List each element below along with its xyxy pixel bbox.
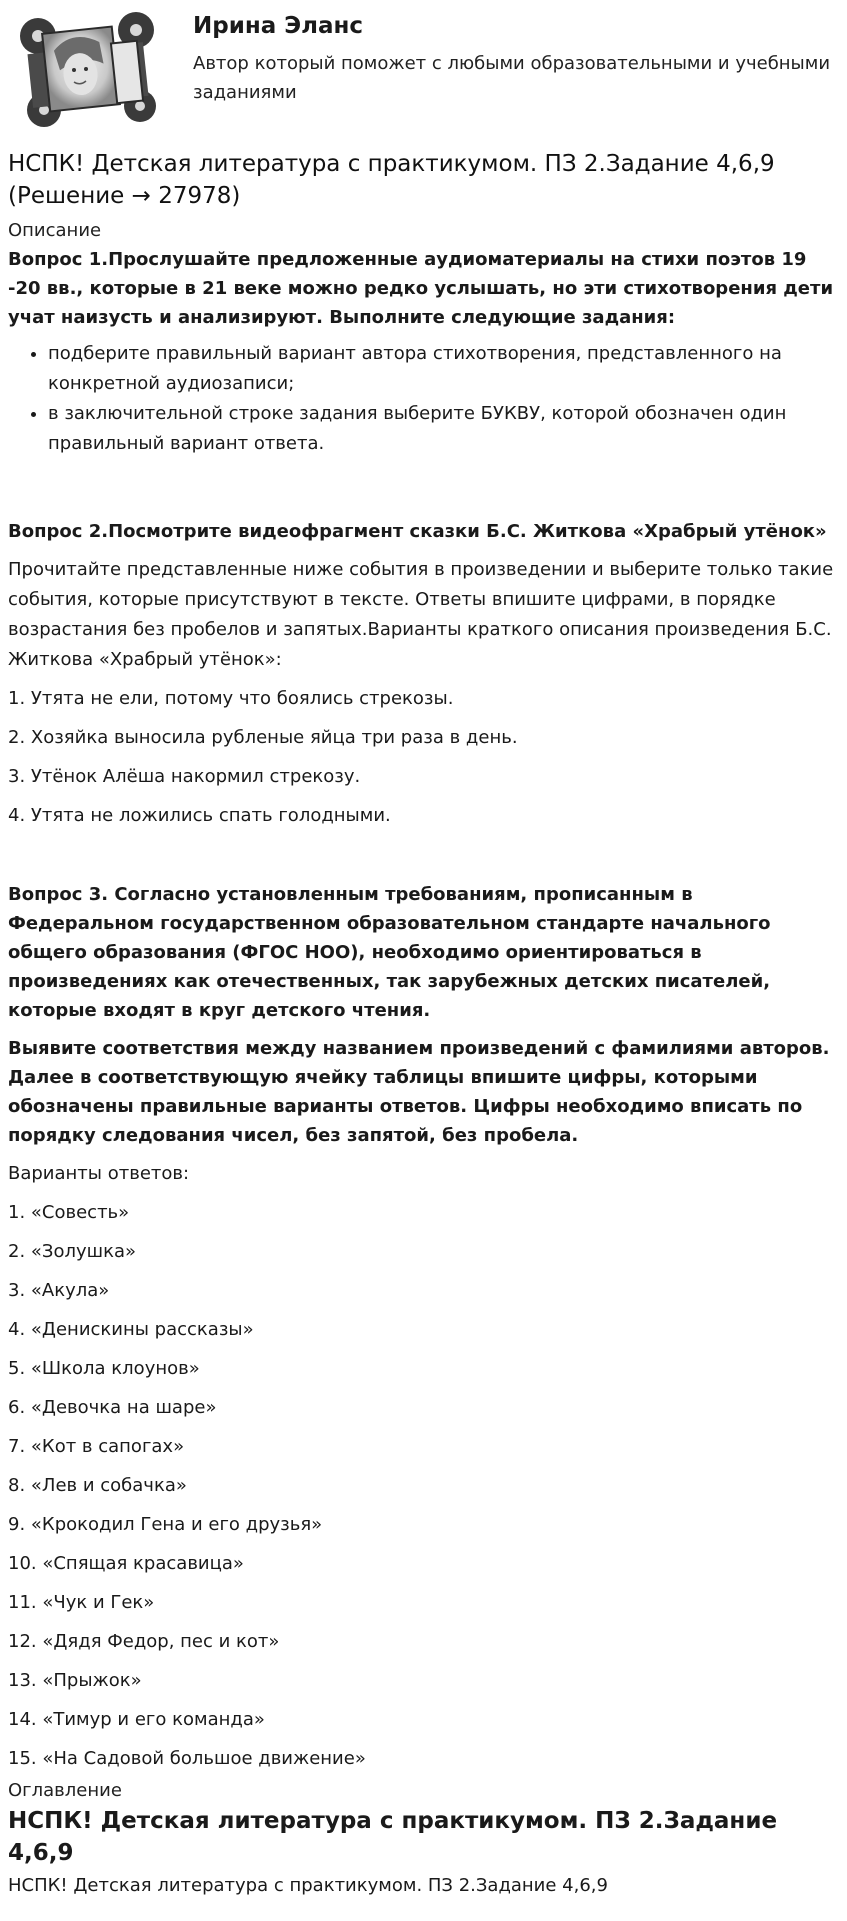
description-label: Описание bbox=[8, 220, 102, 241]
toc-label: Оглавление bbox=[8, 1780, 122, 1801]
list-item: 15. «На Садовой большое движение» bbox=[8, 1748, 366, 1769]
author-name[interactable]: Ирина Эланс bbox=[193, 13, 364, 39]
page-title: НСПК! Детская литература с практикумом. ПЗ 2.Задание 4,6,9 (Решение → 27978) bbox=[8, 151, 775, 209]
question-2-heading: Вопрос 2.Посмотрите видеофрагмент сказки Б.С. Житкова «Храбрый утёнок» bbox=[8, 521, 827, 542]
list-item: 3. Утёнок Алёша накормил стрекозу. bbox=[8, 766, 361, 787]
author-description: Автор который поможет с любыми образовательными и учебными заданиями bbox=[193, 53, 831, 103]
list-item: • подберите правильный вариант автора стихотворения, представленного на конкретной аудиозаписи; bbox=[48, 339, 838, 399]
list-item: 11. «Чук и Гек» bbox=[8, 1592, 155, 1613]
list-item: 2. «Золушка» bbox=[8, 1241, 137, 1262]
list-item: 10. «Спящая красавица» bbox=[8, 1553, 244, 1574]
list-item: • в заключительной строке задания выберите БУКВУ, которой обозначен один правильный вариант ответа. bbox=[48, 399, 838, 459]
question-1-heading: Вопрос 1.Прослушайте предложенные аудиоматериалы на стихи поэтов 19 -20 вв., которые в 21 веке можно редко услышать, но эти стихотворения дети учат наизусть и анализируют. Выполните следующие задания: bbox=[8, 249, 834, 328]
spacer bbox=[8, 840, 838, 880]
question-1-bullets bbox=[8, 339, 838, 459]
options-label: Варианты ответов: bbox=[8, 1163, 190, 1184]
avatar-film-reel-image bbox=[16, 8, 160, 130]
list-item: 1. «Совесть» bbox=[8, 1202, 130, 1223]
list-item: 14. «Тимур и его команда» bbox=[8, 1709, 265, 1730]
list-item: 4. «Денискины рассказы» bbox=[8, 1319, 254, 1340]
list-item: 13. «Прыжок» bbox=[8, 1670, 142, 1691]
avatar[interactable] bbox=[16, 8, 160, 130]
list-item: 1. Утята не ели, потому что боялись стрекозы. bbox=[8, 688, 454, 709]
list-item: 2. Хозяйка выносила рубленые яйца три раза в день. bbox=[8, 727, 518, 748]
toc-title: НСПК! Детская литература с практикумом. ПЗ 2.Задание 4,6,9 bbox=[8, 1808, 778, 1866]
list-item: 8. «Лев и собачка» bbox=[8, 1475, 187, 1496]
list-item: 3. «Акула» bbox=[8, 1280, 110, 1301]
toc-item[interactable]: НСПК! Детская литература с практикумом. ПЗ 2.Задание 4,6,9 bbox=[8, 1875, 608, 1896]
list-item: 9. «Крокодил Гена и его друзья» bbox=[8, 1514, 323, 1535]
list-item: 12. «Дядя Федор, пес и кот» bbox=[8, 1631, 280, 1652]
question-3-task: Выявите соответствия между названием произведений с фамилиями авторов. Далее в соответствующую ячейку таблицы впишите цифры, которыми обозначены правильные варианты ответов. Цифры необходимо вписать по порядку следования чисел, без запятой, без пробела. bbox=[8, 1038, 830, 1146]
list-item: 4. Утята не ложились спать голодными. bbox=[8, 805, 391, 826]
list-item: 6. «Девочка на шаре» bbox=[8, 1397, 217, 1418]
main-content bbox=[8, 216, 838, 1901]
question-2-intro: Прочитайте представленные ниже события в произведении и выберите только такие события, которые присутствуют в тексте. Ответы впишите цифрами, в порядке возрастания без пробелов и запятых.Варианты краткого описания произведения Б.С. Житкова «Храбрый утёнок»: bbox=[8, 559, 834, 670]
list-item: 7. «Кот в сапогах» bbox=[8, 1436, 185, 1457]
author-card bbox=[8, 0, 839, 148]
spacer bbox=[8, 459, 838, 517]
list-item: 5. «Школа клоунов» bbox=[8, 1358, 200, 1379]
question-3-heading: Вопрос 3. Согласно установленным требованиям, прописанным в Федеральном государственном образовательном стандарте начального общего образования (ФГОС НОО), необходимо ориентироваться в произведениях как отечественных, так зарубежных детских писателей, которые входят в круг детского чтения. bbox=[8, 884, 771, 1021]
